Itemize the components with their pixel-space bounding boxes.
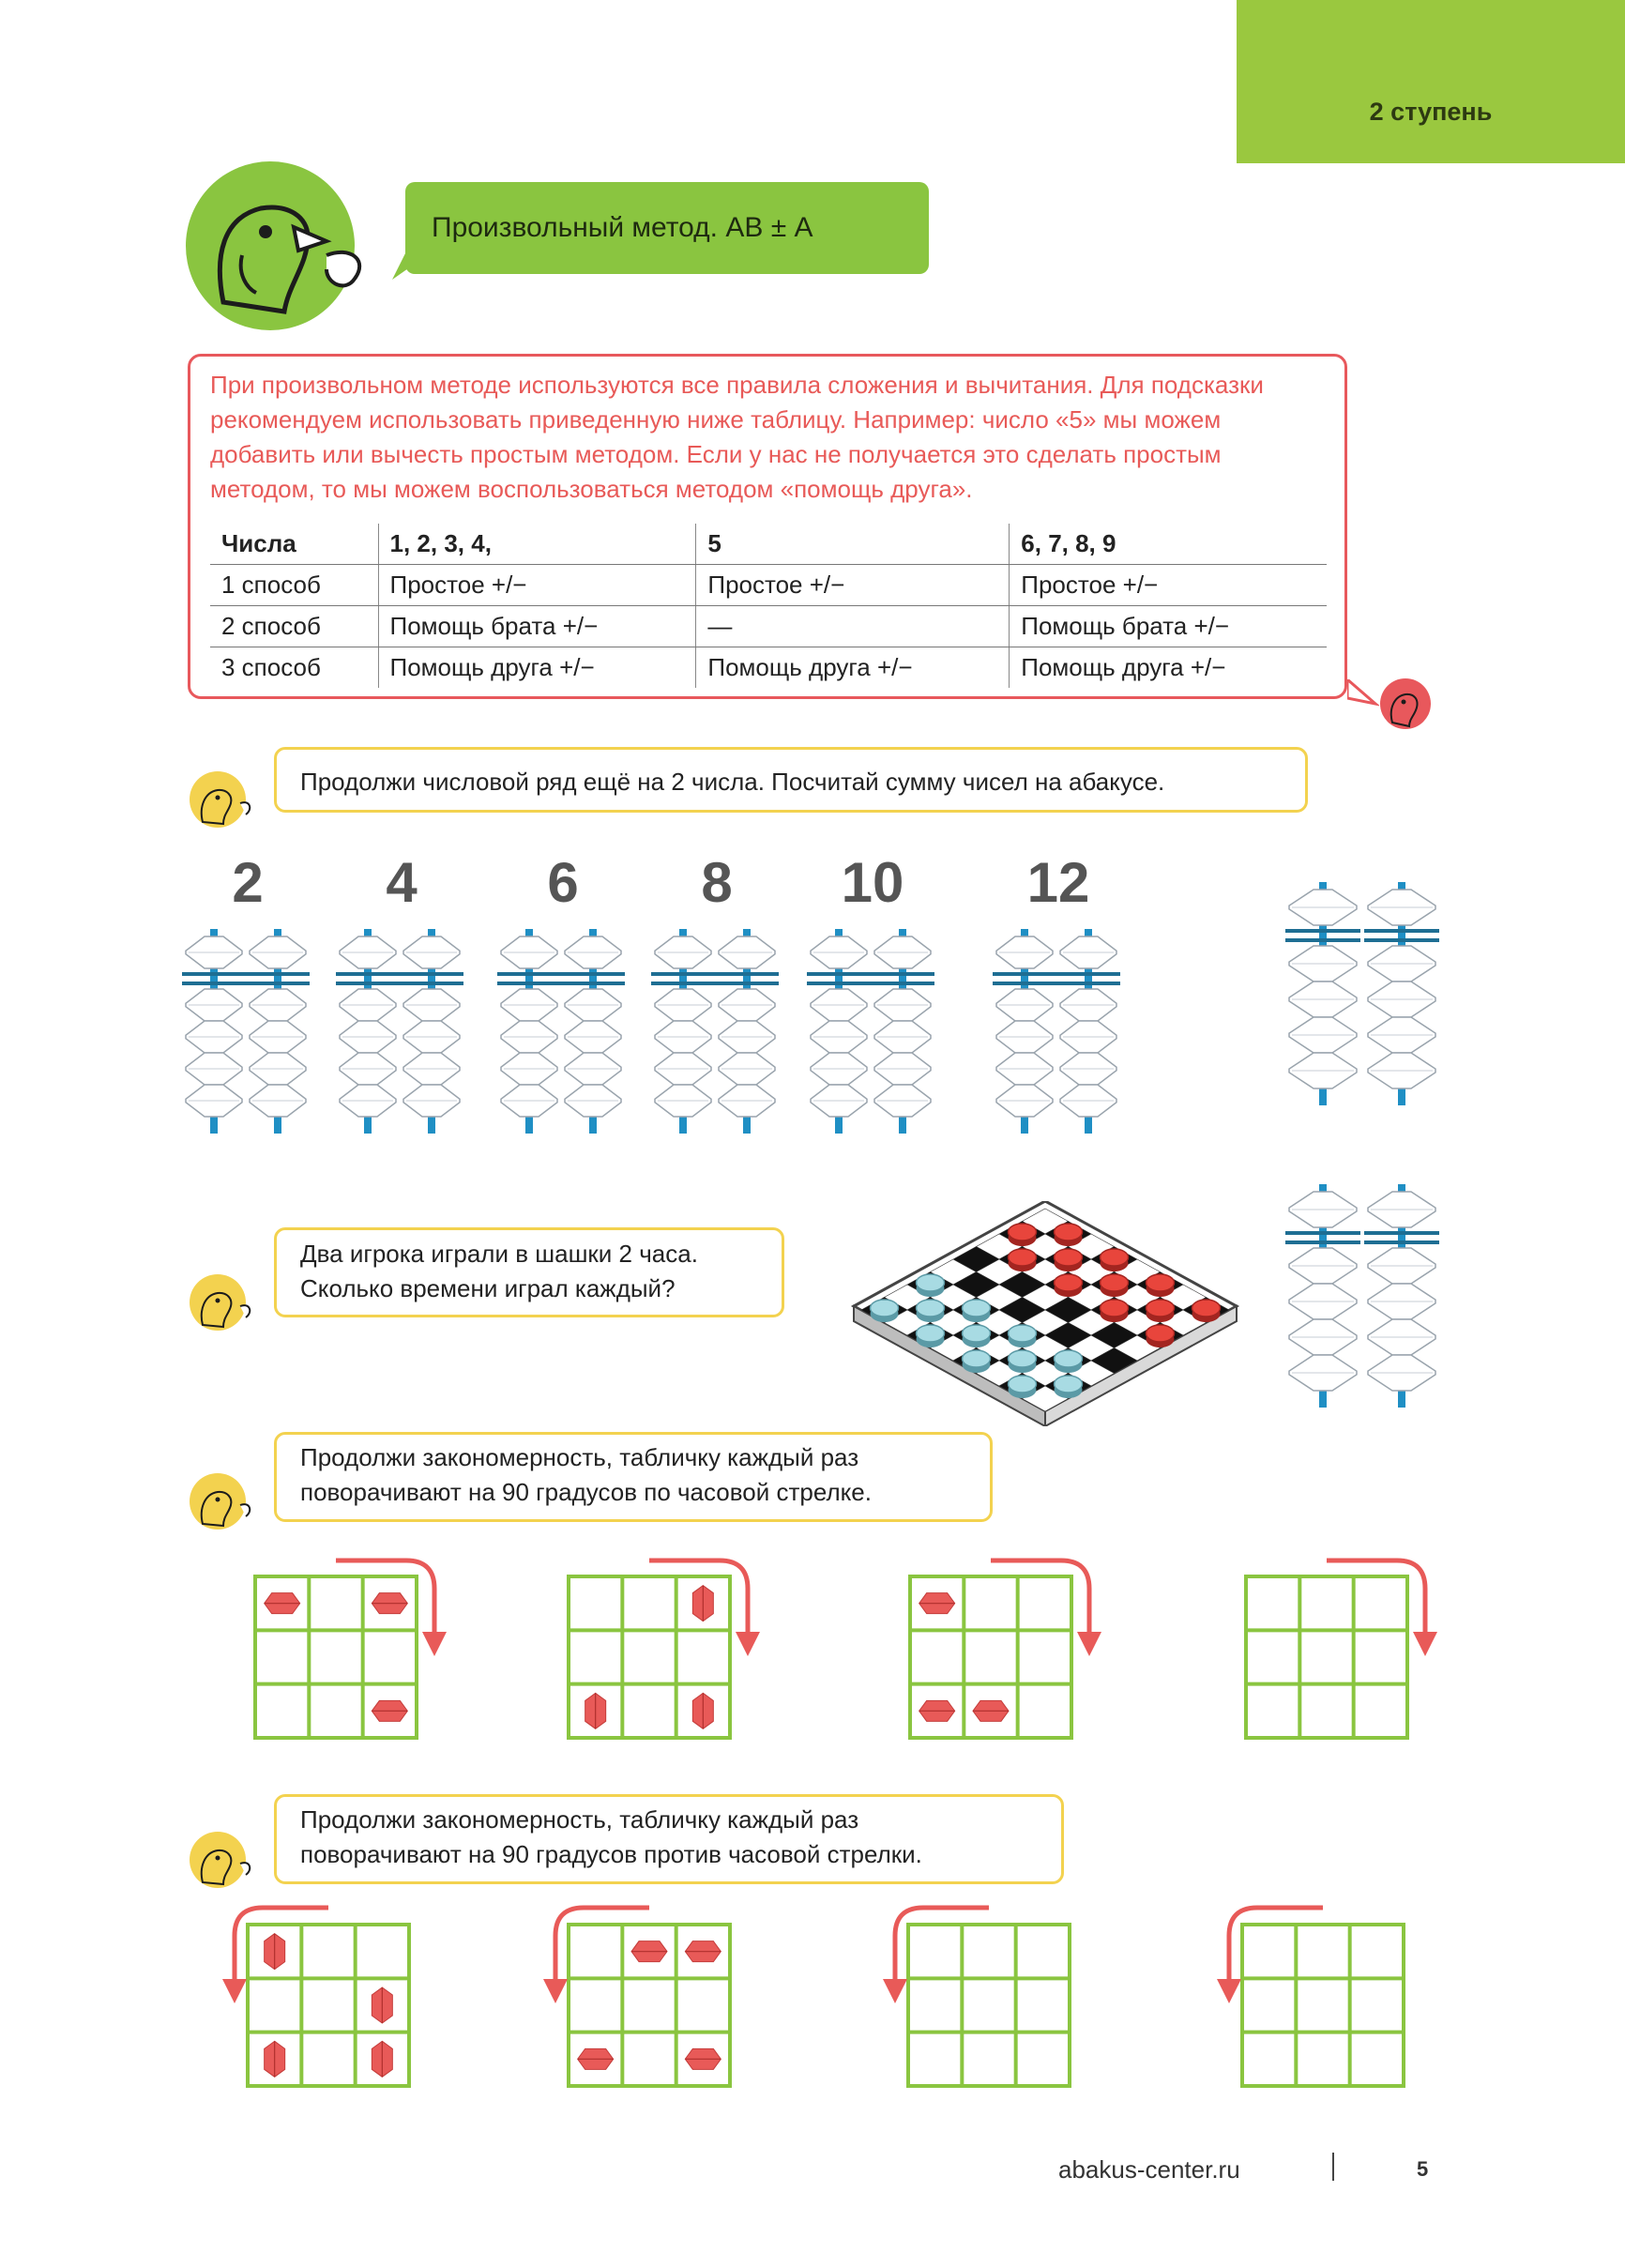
checker-piece xyxy=(1009,1224,1037,1241)
abacus-bar xyxy=(1364,1241,1439,1244)
abacus-bar xyxy=(1285,929,1360,933)
pattern-grid xyxy=(248,1925,409,2086)
pattern-piece xyxy=(265,2041,285,2077)
abacus-bar xyxy=(1285,1241,1360,1244)
rotate-cw-arrow xyxy=(336,1560,434,1636)
checker-piece xyxy=(1055,1224,1083,1241)
abacus-bar xyxy=(497,982,561,985)
pattern-grid xyxy=(1242,1925,1404,2086)
table-header-cell: Числа xyxy=(210,524,378,565)
task-rotate-cw-line2: поворачивают на 90 градусов по часовой стрелке. xyxy=(300,1478,872,1506)
checker-piece xyxy=(1009,1376,1037,1393)
checker-piece xyxy=(963,1350,991,1367)
task-rotate-ccw-line1: Продолжи закономерность, табличку каждый раз xyxy=(300,1805,859,1834)
abacus-bar xyxy=(1364,929,1439,933)
page-number: 5 xyxy=(1417,2157,1429,2181)
rotate-ccw-arrow xyxy=(1229,1908,1323,1983)
table-cell: Помощь брата +/− xyxy=(1010,606,1327,647)
checker-piece xyxy=(1009,1325,1037,1342)
table-cell: — xyxy=(696,606,1010,647)
abacus-bar xyxy=(993,982,1056,985)
pattern-piece xyxy=(578,2048,614,2069)
abacus-bar xyxy=(561,982,625,985)
parrot-small-yellow-icon xyxy=(188,1272,257,1332)
rotate-ccw-arrow xyxy=(235,1908,328,1983)
abacus-bar xyxy=(807,982,871,985)
checker-piece xyxy=(1147,1274,1175,1291)
parrot-small-yellow-icon xyxy=(188,1471,257,1531)
abacus-bar xyxy=(715,972,779,976)
pattern-grid xyxy=(908,1925,1070,2086)
pattern-piece xyxy=(919,1700,955,1721)
checker-piece xyxy=(917,1325,945,1342)
table-header-cell: 6, 7, 8, 9 xyxy=(1010,524,1327,565)
checker-piece xyxy=(1192,1300,1221,1317)
table-cell: 2 способ xyxy=(210,606,378,647)
abacus-bar xyxy=(993,972,1056,976)
sequence-number: 12 xyxy=(1026,851,1090,914)
pattern-piece xyxy=(692,1693,713,1728)
stage-label: 2 ступень xyxy=(1369,98,1493,126)
table-header-cell: 1, 2, 3, 4, xyxy=(378,524,696,565)
rotate-cw-arrow-head xyxy=(736,1632,760,1656)
pattern-piece xyxy=(372,1700,407,1721)
table-cell: Простое +/− xyxy=(1010,565,1327,606)
abacus-bar xyxy=(1364,1231,1439,1235)
pattern-piece xyxy=(973,1700,1009,1721)
checker-piece xyxy=(1101,1274,1129,1291)
abacus-bar xyxy=(651,972,715,976)
abacus-bar xyxy=(1056,972,1120,976)
pattern-piece xyxy=(585,1693,606,1728)
table-cell: Помощь брата +/− xyxy=(378,606,696,647)
checker-piece xyxy=(917,1300,945,1317)
pattern-piece xyxy=(685,2048,721,2069)
abacus-bar xyxy=(246,972,310,976)
checker-piece xyxy=(1055,1350,1083,1367)
rotate-ccw-arrow-head xyxy=(883,1979,907,2003)
checker-piece xyxy=(1009,1249,1037,1266)
parrot-small-yellow-icon xyxy=(188,1830,257,1890)
pattern-piece xyxy=(631,1941,667,1962)
info-text: При произвольном методе используются все правила сложения и вычитания. Для подсказки рекомендуем использовать приведенную ниже таблицу. Например: число «5» мы можем добавить или вычесть простым методом. Если у нас не получается это сделать простым методом, то мы можем воспользоваться методом «помощь друга». xyxy=(210,371,1264,503)
pattern-piece xyxy=(372,1987,392,2023)
checker-piece xyxy=(1101,1300,1129,1317)
pattern-piece xyxy=(372,1593,407,1614)
abacus-bar xyxy=(336,972,400,976)
pattern-piece xyxy=(692,1586,713,1621)
pattern-grid xyxy=(910,1576,1071,1738)
abacus-bar xyxy=(336,982,400,985)
table-cell: Простое +/− xyxy=(696,565,1010,606)
abacus-bar xyxy=(561,972,625,976)
table-header-cell: 5 xyxy=(696,524,1010,565)
rotate-cw-arrow-head xyxy=(1077,1632,1101,1656)
page-title: Произвольный метод. АВ ± А xyxy=(432,212,813,243)
task-rotate-cw-line1: Продолжи закономерность, табличку каждый раз xyxy=(300,1443,859,1471)
rotate-cw-arrow xyxy=(991,1560,1089,1636)
checker-piece xyxy=(1147,1325,1175,1342)
abacus-bar xyxy=(715,982,779,985)
task-checkers-line2: Сколько времени играл каждый? xyxy=(300,1274,676,1302)
abacus-bar xyxy=(400,972,463,976)
rotate-ccw-arrow-head xyxy=(222,1979,247,2003)
table-cell: 3 способ xyxy=(221,653,321,681)
checker-piece xyxy=(871,1300,899,1317)
abacus-bar xyxy=(807,972,871,976)
table-cell: Простое +/− xyxy=(378,565,696,606)
table-cell: 1 способ xyxy=(210,565,378,606)
checker-piece xyxy=(1101,1249,1129,1266)
pattern-piece xyxy=(265,1934,285,1970)
abacus-bar xyxy=(871,982,934,985)
checker-piece xyxy=(1055,1249,1083,1266)
pattern-grid xyxy=(569,1576,730,1738)
rotate-cw-arrow-head xyxy=(1413,1632,1437,1656)
checker-piece xyxy=(963,1325,991,1342)
task-checkers-line1: Два игрока играли в шашки 2 часа. xyxy=(300,1240,698,1268)
table-cell: Помощь друга +/− xyxy=(696,647,1010,689)
pattern-grid xyxy=(1246,1576,1407,1738)
task-sequence-text: Продолжи числовой ряд ещё на 2 числа. Посчитай сумму чисел на абакусе. xyxy=(300,768,1165,796)
abacus-bar xyxy=(497,972,561,976)
table-cell: Помощь друга +/− xyxy=(1010,647,1327,689)
table-cell: Помощь друга +/− xyxy=(378,647,696,689)
rotate-ccw-arrow xyxy=(555,1908,649,1983)
footer-site[interactable]: abakus-center.ru xyxy=(1058,2155,1240,2184)
rotate-cw-arrow-head xyxy=(422,1632,447,1656)
abacus-bar xyxy=(1285,938,1360,942)
pattern-piece xyxy=(372,2041,392,2077)
rotate-ccw-arrow xyxy=(895,1908,989,1983)
abacus-bar xyxy=(400,982,463,985)
rotate-cw-arrow xyxy=(649,1560,748,1636)
abacus-bar xyxy=(1364,938,1439,942)
checker-piece xyxy=(1147,1300,1175,1317)
pattern-grid xyxy=(255,1576,417,1738)
rotate-ccw-arrow-head xyxy=(1217,1979,1241,2003)
abacus-bar xyxy=(651,982,715,985)
pattern-piece xyxy=(685,1941,721,1962)
sequence-number: 10 xyxy=(841,851,904,914)
checker-piece xyxy=(963,1300,991,1317)
checkerboard-image xyxy=(844,1201,1242,1426)
abacus-bar xyxy=(182,982,246,985)
sequence-number: 8 xyxy=(701,851,733,914)
task-rotate-ccw-line2: поворачивают на 90 градусов против часовой стрелки. xyxy=(300,1840,922,1868)
checker-piece xyxy=(917,1274,945,1291)
checker-piece xyxy=(1055,1376,1083,1393)
sequence-number: 2 xyxy=(232,851,264,914)
pattern-grid xyxy=(569,1925,730,2086)
abacus-bar xyxy=(1056,982,1120,985)
footer-separator xyxy=(1332,2153,1334,2181)
rotate-cw-arrow xyxy=(1327,1560,1425,1636)
checker-piece xyxy=(1009,1350,1037,1367)
sequence-number: 6 xyxy=(547,851,579,914)
checker-piece xyxy=(1055,1274,1083,1291)
sequence-number: 4 xyxy=(386,851,418,914)
abacus-bar xyxy=(182,972,246,976)
pattern-piece xyxy=(265,1593,300,1614)
abacus-bar xyxy=(1285,1231,1360,1235)
abacus-bar xyxy=(246,982,310,985)
rotate-ccw-arrow-head xyxy=(543,1979,568,2003)
pattern-piece xyxy=(919,1593,955,1614)
abacus-bar xyxy=(871,972,934,976)
